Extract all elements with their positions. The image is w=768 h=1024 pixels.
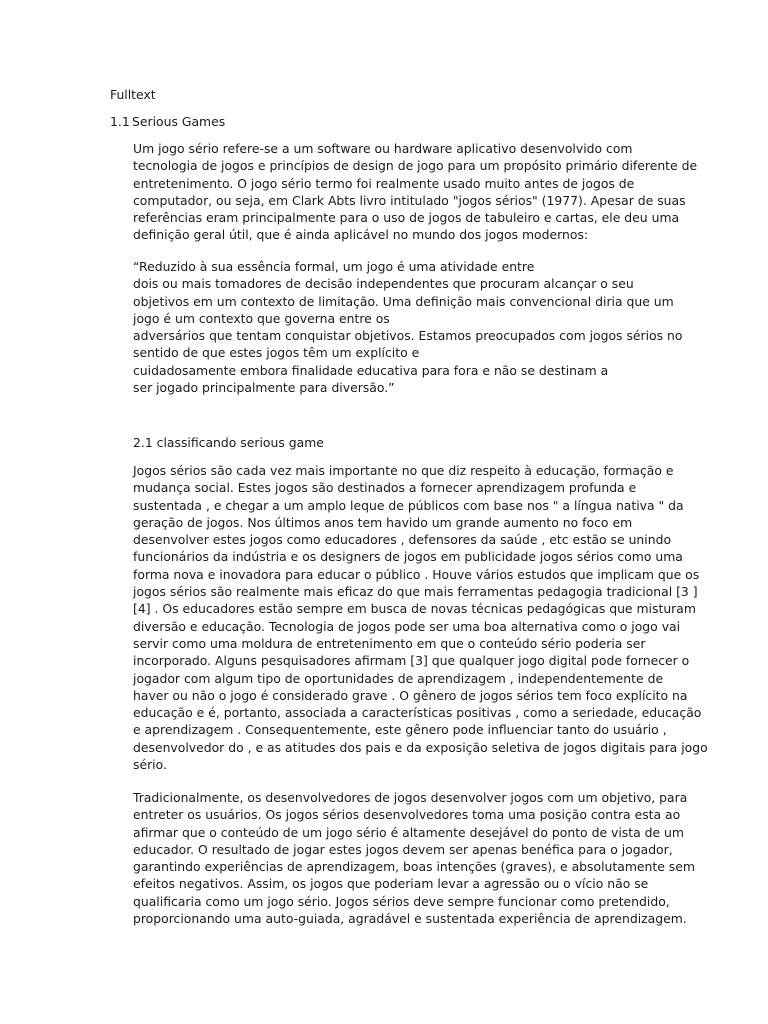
text-line: garantindo experiências de aprendizagem, boas intenções (graves), e absolutamente sem [133, 859, 695, 875]
text-line: educador. O resultado de jogar estes jogos devem ser apenas benéfica para o jogador, [133, 841, 673, 857]
text-line: jogo é um contexto que governa entre os [133, 310, 390, 326]
quote-paragraph [133, 258, 683, 396]
intro-paragraph [133, 140, 698, 244]
text-line: objetivos em um contexto de limitação. Uma definição mais convencional diria que um [133, 293, 674, 309]
text-line: Um jogo sério refere-se a um software ou hardware aplicativo desenvolvido com [133, 141, 633, 156]
text-line: Jogos sérios são cada vez mais importante no que diz respeito à educação, formação e [133, 463, 674, 478]
fulltext-label: Fulltext [110, 87, 156, 102]
text-line: dois ou mais tomadores de decisão independentes que procuram alcançar o seu [133, 276, 634, 292]
text-line: “Reduzido à sua essência formal, um jogo é uma atividade entre [133, 259, 535, 274]
text-line: mudança social. Estes jogos são destinados a fornecer aprendizagem profunda e [133, 480, 637, 496]
text-line: servir como uma moldura de entretenimento em que o conteúdo sério poderia ser [133, 635, 646, 651]
body-paragraph-1 [133, 462, 708, 773]
text-line: diversão e educação. Tecnologia de jogos pode ser uma boa alternativa como o jogo vai [133, 618, 681, 634]
text-line: desenvolver estes jogos como educadores , defensores da saúde , etc estão se unindo [133, 532, 672, 548]
body-paragraph-2 [133, 789, 695, 927]
text-line: tecnologia de jogos e princípios de design de jogo para um propósito primário diferente de [133, 158, 698, 174]
text-line: funcionários da indústria e os designers de jogos em publicidade jogos sérios como uma [133, 549, 683, 565]
text-line: Tradicionalmente, os desenvolvedores de jogos desenvolver jogos com um objetivo, para [133, 790, 688, 805]
text-line: jogos sérios são realmente mais eficaz do que mais ferramentas pedagogia tradicional [3 ] [133, 584, 698, 600]
text-line: adversários que tentam conquistar objetivos. Estamos preocupados com jogos sérios no [133, 328, 683, 344]
text-line: forma nova e inovadora para educar o público . Houve vários estudos que implicam que os [133, 566, 700, 582]
text-line: definição geral útil, que é ainda aplicável no mundo dos jogos modernos: [133, 227, 589, 243]
text-line: proporcionando uma auto-guiada, agradável e sustentada experiência de aprendizagem. [133, 911, 687, 927]
section-number: 1.1 [110, 114, 130, 129]
text-line: incorporado. Alguns pesquisadores afirmam [3] que qualquer jogo digital pode fornecer o [133, 653, 690, 669]
text-line: e aprendizagem . Consequentemente, este gênero pode influenciar tanto do usuário , [133, 722, 667, 738]
text-line: sentido de que estes jogos têm um explícito e [133, 345, 420, 361]
text-line: [4] . Os educadores estão sempre em busca de novas técnicas pedagógicas que misturam [133, 601, 696, 617]
section-heading-2-1: 2.1 classificando serious game [133, 435, 324, 450]
section-title: Serious Games [132, 114, 226, 129]
text-line: entretenimento. O jogo sério termo foi realmente usado muito antes de jogos de [133, 175, 635, 191]
text-line: computador, ou seja, em Clark Abts livro intitulado "jogos sérios" (1977). Apesar de suas [133, 192, 686, 208]
text-line: ser jogado principalmente para diversão.” [133, 380, 395, 396]
text-line: jogador com algum tipo de oportunidades de aprendizagem , independentemente de [133, 670, 664, 686]
text-line: afirmar que o conteúdo de um jogo sério é altamente desejável do ponto de vista de um [133, 824, 684, 840]
text-line: geração de jogos. Nos últimos anos tem havido um grande aumento no foco em [133, 514, 633, 530]
text-line: educação e é, portanto, associada a características positivas , como a seriedade, educação [133, 705, 702, 721]
text-line: desenvolvedor do , e as atitudes dos pais e da exposição seletiva de jogos digitais para jogo [133, 739, 708, 755]
section-heading-1-1 [110, 113, 225, 130]
text-line: referências eram principalmente para o uso de jogos de tabuleiro e cartas, ele deu uma [133, 210, 680, 226]
text-line: sustentada , e chegar a um amplo leque de públicos com base nos " a língua nativa " da [133, 497, 684, 513]
text-line: qualificaria como um jogo sério. Jogos sérios deve sempre funcionar como pretendido, [133, 893, 670, 909]
text-line: entreter os usuários. Os jogos sérios desenvolvedores toma uma posição contra esta ao [133, 807, 681, 823]
text-line: sério. [133, 757, 167, 773]
text-line: haver ou não o jogo é considerado grave . O gênero de jogos sérios tem foco explícito na [133, 687, 688, 703]
text-line: efeitos negativos. Assim, os jogos que poderiam levar a agressão ou o vício não se [133, 876, 649, 892]
text-line: cuidadosamente embora finalidade educativa para fora e não se destinam a [133, 362, 609, 378]
